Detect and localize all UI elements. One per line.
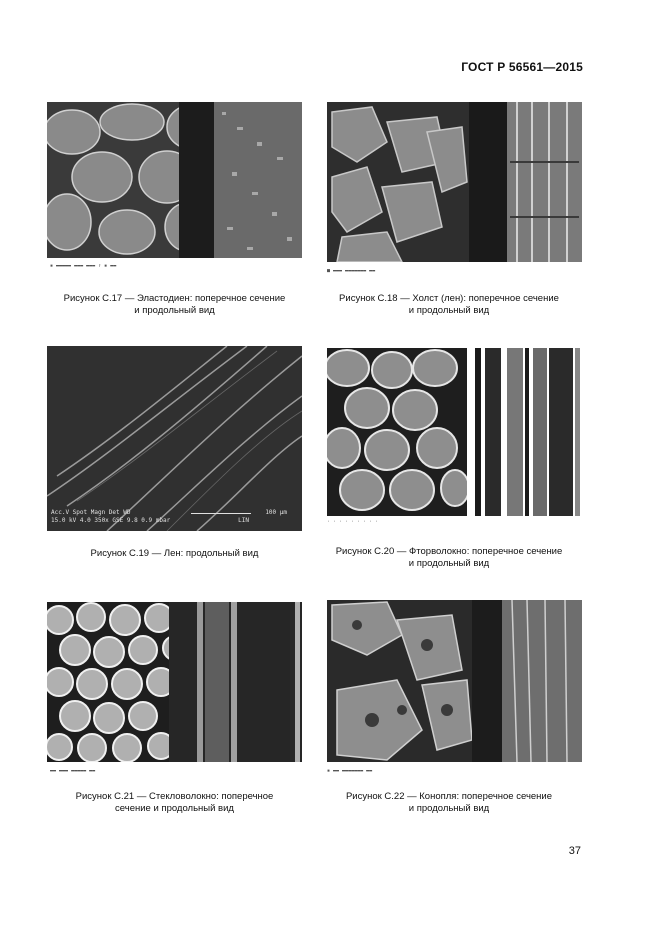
figure-c18-image [327, 102, 582, 262]
figure-c22-scalebar: ▪ ▬▬ ▬▬▬▬▬▬▬ ▬▬ [327, 768, 373, 774]
figure-c22-image [327, 600, 582, 762]
figure-c21-image [47, 602, 302, 762]
figure-c21-caption-line1: Рисунок С.21 — Стекловолокно: поперечное [75, 791, 274, 802]
figure-c20-caption-line2: и продольный вид [408, 558, 490, 569]
figure-c17-caption-line1: Рисунок С.17 — Эластодиен: поперечное сечение [63, 293, 286, 304]
figure-c18-caption-line1: Рисунок С.18 — Холст (лен): поперечное сечение [339, 293, 559, 304]
figure-c20-image [327, 348, 582, 516]
figure-c19-databar-label: LIN [238, 517, 249, 524]
figure-c22-caption-line2: и продольный вид [408, 803, 490, 814]
figure-c19-caption [47, 548, 302, 560]
figure-c20-scalebar: · · · · · · · · · [327, 519, 379, 525]
figure-c17-scalebar: ▪ ▬▬▬▬▬ ▬▬▬ ▬▬▬ ↑ ▪ ▬▬ [50, 263, 117, 269]
figure-c20-caption-line1: Рисунок С.20 — Фторволокно: поперечное сечение [335, 546, 563, 557]
standard-number: ГОСТ Р 56561—2015 [461, 60, 583, 74]
figure-c19-databar-line2: 15.0 kV 4.0 350x GSE 9.8 0.9 mbar [51, 517, 171, 524]
figure-c19-scale-label: 100 μm [265, 509, 287, 516]
figure-c21-scalebar: ▬▬ ▬▬▬ ▬▬▬▬▬ ▬▬ [50, 768, 96, 774]
figure-c22-caption [320, 791, 578, 815]
figure-c19-scale-bar [191, 513, 251, 514]
figure-c18-scalebar: ■ ▬▬▬ ▬▬▬▬▬▬▬ ▬▬ [327, 268, 376, 274]
figure-c17-image [47, 102, 302, 258]
figure-c19-caption-line1: Рисунок С.19 — Лен: продольный вид [90, 548, 259, 559]
figure-c18-caption-line2: и продольный вид [408, 305, 490, 316]
figure-c18-caption [320, 293, 578, 317]
figure-c19-databar-line1: Acc.V Spot Magn Det WD [51, 509, 131, 516]
figure-c21-caption [47, 791, 302, 815]
figure-c19-databar [51, 509, 299, 525]
figure-c21-caption-line2: сечение и продольный вид [115, 803, 234, 814]
figure-c17-caption [47, 293, 302, 317]
figure-c19-image [47, 346, 302, 531]
figure-c20-caption [320, 546, 578, 570]
figure-c22-caption-line1: Рисунок С.22 — Конопля: поперечное сечение [345, 791, 553, 802]
page-number: 37 [568, 845, 581, 857]
figure-c17-caption-line2: и продольный вид [134, 305, 215, 316]
